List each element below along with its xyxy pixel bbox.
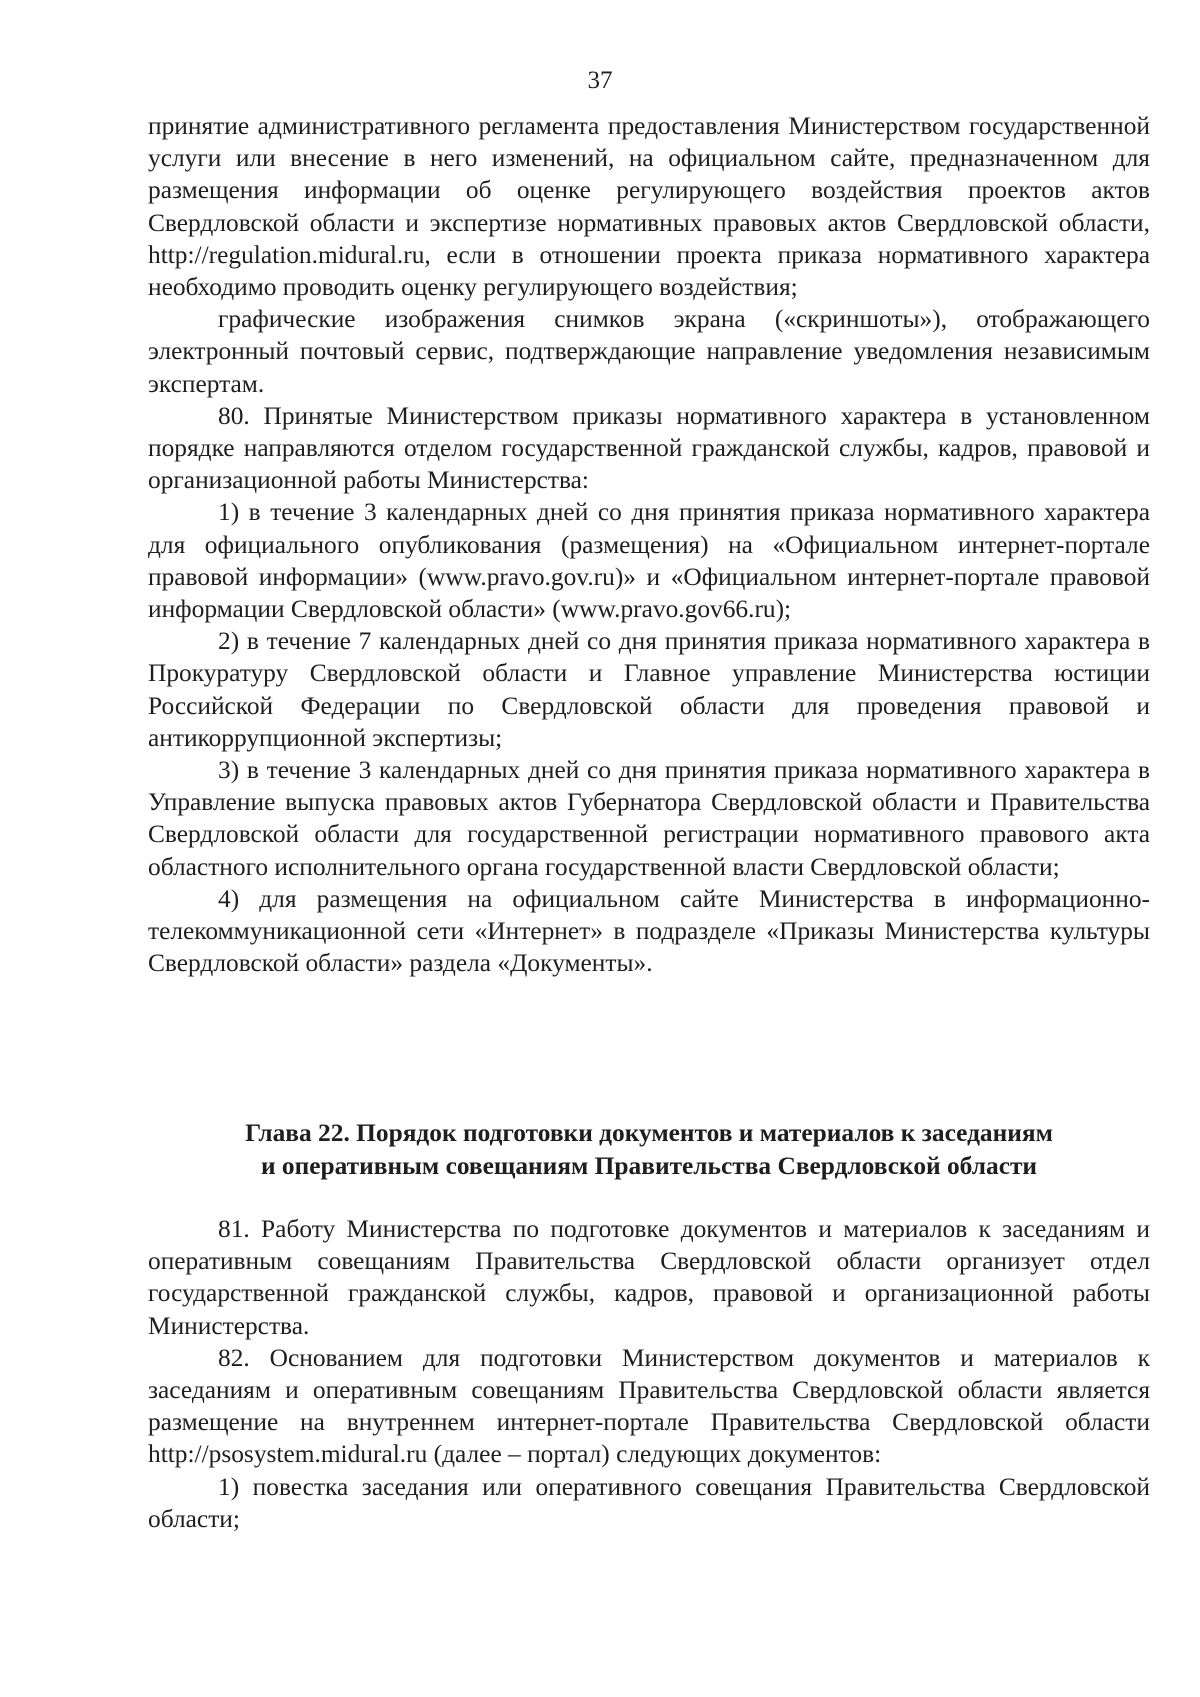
list-item: 1) повестка заседания или оперативного совещания Правительства Свердловской области; <box>148 1472 1150 1533</box>
list-item: 4) для размещения на официальном сайте Министерства в информационно-телекоммуникационной сети «Интернет» в подразделе «Приказы Министерства культуры Свердловской области» раздела «Документы». <box>148 884 1150 978</box>
paragraph: графические изображения снимков экрана («скриншоты»), отображающего электронный почтовый сервис, подтверждающие направление уведомления независимым экспертам. <box>148 305 1150 398</box>
body-text-top <box>148 110 1150 979</box>
paragraph: принятие административного регламента предоставления Министерством государственной услуги или внесение в него изменений, на официальном сайте, предназначенном для размещения информации об оценке регулирующего воздействия проектов актов Свердловской области и экспертизе нормативных правовых актов Свердловской области, http://regulation.midural.ru, если в отношении проекта приказа нормативного характера необходимо проводить оценку регулирующего воздействия; <box>148 112 1150 302</box>
paragraph-item-81: 81. Работу Министерства по подготовке документов и материалов к заседаниям и оперативным совещаниям Правительства Свердловской области организует отдел государственной гражданской службы, кадров, правовой и организационной работы Министерства. <box>148 1215 1150 1340</box>
chapter-heading-line: и оперативным совещаниям Правительства Свердловской области <box>260 1152 1038 1180</box>
list-item: 1) в течение 3 календарных дней со дня принятия приказа нормативного характера для официального опубликования (размещения) на «Официальном интернет-портале правовой информации» (www.pravo.gov.ru)» и «Официальном интернет-портале правовой информации Свердловской области» (www.pravo.gov66.ru); <box>148 498 1150 624</box>
chapter-heading-line: Глава 22. Порядок подготовки документов и материалов к заседаниям <box>245 1119 1053 1147</box>
list-item: 2) в течение 7 календарных дней со дня принятия приказа нормативного характера в Прокуратуру Свердловской области и Главное управление Министерства юстиции Российской Федерации по Свердловской области для проведения правовой и антикоррупционной экспертизы; <box>148 627 1150 752</box>
paragraph-item-80: 80. Принятые Министерством приказы нормативного характера в установленном порядке направляются отделом государственной гражданской службы, кадров, правовой и организационной работы Министерства: <box>148 401 1150 495</box>
page-number: 37 <box>587 67 613 94</box>
chapter-heading <box>148 1117 1150 1183</box>
list-item: 3) в течение 3 календарных дней со дня принятия приказа нормативного характера в Управление выпуска правовых актов Губернатора Свердловской области и Правительства Свердловской области для государственной регистрации нормативного правового акта областного исполнительного органа государственной власти Свердловской области; <box>148 756 1150 881</box>
paragraph-item-82: 82. Основанием для подготовки Министерством документов и материалов к заседаниям и оперативным совещаниям Правительства Свердловской области является размещение на внутреннем интернет-портале Правительства Свердловской области http://psosystem.midural.ru (далее – портал) следующих документов: <box>148 1343 1150 1469</box>
body-text-bottom <box>148 1213 1150 1535</box>
